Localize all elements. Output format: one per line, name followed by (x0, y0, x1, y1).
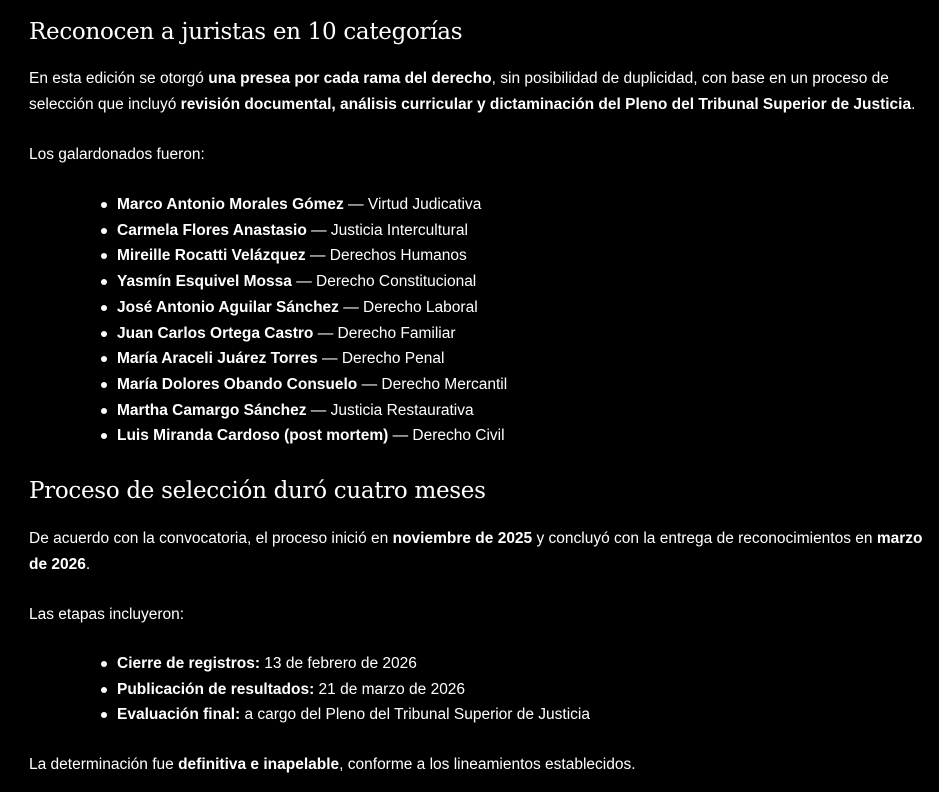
winner-name: José Antonio Aguilar Sánchez (117, 298, 339, 316)
stage-label: Evaluación final: (117, 706, 241, 724)
winner-name: María Dolores Obando Consuelo (117, 375, 358, 393)
winner-name: Luis Miranda Cardoso (post mortem) (117, 427, 389, 445)
winner-category: — Derecho Mercantil (357, 375, 508, 393)
text: En esta edición se otorgó (29, 70, 209, 87)
winner-category: — Derecho Constitucional (291, 273, 477, 291)
winner-category: — Derecho Laboral (338, 298, 478, 316)
stage-label: Publicación de resultados: (117, 680, 315, 698)
list-item (117, 295, 507, 321)
text: y concluyó con la entrega de reconocimientos en (532, 530, 877, 547)
bold-text: revisión documental, análisis curricular y dictaminación del Pleno del Tribunal Superior de Justicia (180, 96, 912, 113)
closing-paragraph (29, 752, 636, 778)
winner-category: — Derecho Familiar (313, 324, 456, 342)
list-item (117, 372, 507, 398)
winner-category: — Derecho Civil (388, 427, 505, 445)
winner-category: — Justicia Restaurativa (306, 401, 474, 419)
text: La determinación fue (29, 756, 179, 773)
winner-name: Juan Carlos Ortega Castro (117, 324, 314, 342)
section-heading-awards: Reconocen a juristas en 10 categorías (29, 19, 463, 45)
stage-value: 13 de febrero de 2026 (260, 655, 417, 672)
list-item (117, 218, 507, 244)
stage-value: 21 de marzo de 2026 (314, 680, 466, 698)
bold-text: marzo de 2026 (29, 530, 923, 573)
list-item (117, 269, 507, 295)
awards-intro-paragraph (29, 66, 934, 118)
stages-list (29, 651, 590, 728)
text: De acuerdo con la convocatoria, el proceso inició en (29, 530, 393, 547)
winner-category: — Virtud Judicativa (343, 196, 482, 213)
text: , conforme a los lineamientos establecidos. (339, 756, 636, 773)
stage-value: a cargo del Pleno del Tribunal Superior de Justicia (240, 706, 590, 724)
list-item (117, 651, 590, 677)
winner-name: Yasmín Esquivel Mossa (117, 273, 292, 291)
bold-text: noviembre de 2025 (392, 530, 533, 547)
list-item (117, 702, 590, 728)
winner-name: Mireille Rocatti Velázquez (117, 247, 306, 265)
process-intro-paragraph (29, 526, 934, 578)
winner-category: — Justicia Intercultural (306, 221, 468, 239)
text: . (85, 556, 91, 573)
text: . (911, 96, 916, 113)
section-heading-process: Proceso de selección duró cuatro meses (29, 478, 486, 504)
list-item (117, 243, 507, 269)
list-item (117, 398, 507, 424)
winner-category: — Derecho Penal (317, 350, 445, 368)
winner-name: Marco Antonio Morales Gómez (117, 196, 344, 213)
winner-name: María Araceli Juárez Torres (117, 350, 318, 368)
winner-name: Carmela Flores Anastasio (117, 221, 307, 239)
list-item (117, 677, 590, 703)
bold-text: una presea por cada rama del derecho (208, 70, 492, 87)
winners-intro-paragraph: Los galardonados fueron: (29, 146, 205, 163)
bold-text: definitiva e inapelable (178, 756, 340, 773)
text: , sin posibilidad de duplicidad, con base en un proceso de selección que incluyó (29, 70, 889, 113)
list-item (117, 346, 507, 372)
stages-intro-paragraph: Las etapas incluyeron: (29, 606, 185, 623)
list-item (117, 321, 507, 347)
winners-list (29, 192, 507, 449)
list-item (117, 192, 507, 218)
stage-label: Cierre de registros: (117, 655, 260, 672)
list-item (117, 423, 507, 449)
winner-name: Martha Camargo Sánchez (117, 401, 307, 419)
winner-category: — Derechos Humanos (305, 247, 467, 265)
